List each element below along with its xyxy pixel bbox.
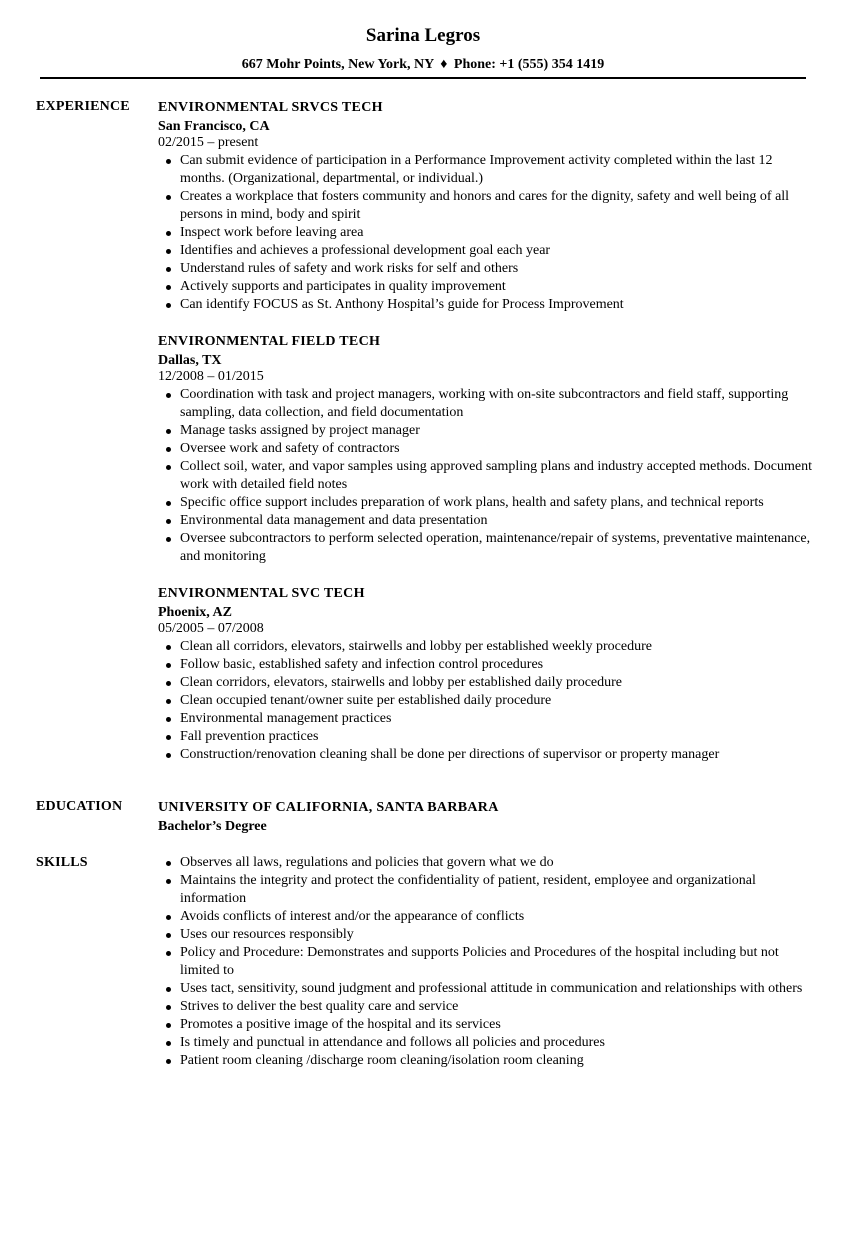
job-dates: 12/2008 – 01/2015 — [158, 369, 264, 384]
job-entry — [158, 584, 814, 764]
list-item: Inspect work before leaving area — [158, 224, 814, 242]
list-item: Clean occupied tenant/owner suite per established daily procedure — [158, 692, 814, 710]
section-heading-experience: EXPERIENCE — [36, 99, 130, 114]
job-bullets — [158, 386, 814, 566]
list-item: Oversee work and safety of contractors — [158, 440, 814, 458]
list-item: Policy and Procedure: Demonstrates and supports Policies and Procedures of the hospital including but not limited to — [158, 944, 814, 980]
header-divider — [40, 77, 806, 79]
list-item: Clean all corridors, elevators, stairwells and lobby per established weekly procedure — [158, 638, 814, 656]
job-title: ENVIRONMENTAL SVC TECH — [158, 586, 365, 601]
list-item: Patient room cleaning /discharge room cleaning/isolation room cleaning — [158, 1052, 814, 1070]
list-item: Oversee subcontractors to perform selected operation, maintenance/repair of systems, preventative maintenance, and monitoring — [158, 530, 814, 566]
section-heading-education: EDUCATION — [36, 799, 123, 814]
list-item: Can identify FOCUS as St. Anthony Hospital’s guide for Process Improvement — [158, 296, 814, 314]
list-item: Specific office support includes preparation of work plans, health and safety plans, and technical reports — [158, 494, 814, 512]
list-item: Uses our resources responsibly — [158, 926, 814, 944]
diamond-separator-icon: ♦ — [440, 57, 448, 72]
job-bullets — [158, 152, 814, 314]
list-item: Identifies and achieves a professional development goal each year — [158, 242, 814, 260]
job-bullets — [158, 638, 814, 764]
list-item: Understand rules of safety and work risks for self and others — [158, 260, 814, 278]
job-title: ENVIRONMENTAL SRVCS TECH — [158, 100, 383, 115]
list-item: Avoids conflicts of interest and/or the appearance of conflicts — [158, 908, 814, 926]
list-item: Can submit evidence of participation in a Performance Improvement activity completed within the last 12 months. (Organizational, departmental, or individual.) — [158, 152, 814, 188]
job-dates: 05/2005 – 07/2008 — [158, 621, 264, 636]
list-item: Uses tact, sensitivity, sound judgment and professional attitude in communication and relationships with others — [158, 980, 814, 998]
list-item: Clean corridors, elevators, stairwells and lobby per established daily procedure — [158, 674, 814, 692]
job-location: Phoenix, AZ — [158, 605, 232, 620]
list-item: Environmental data management and data presentation — [158, 512, 814, 530]
job-title: ENVIRONMENTAL FIELD TECH — [158, 334, 381, 349]
list-item: Collect soil, water, and vapor samples using approved sampling plans and industry accepted methods. Document work with detailed field notes — [158, 458, 814, 494]
job-entry — [158, 332, 814, 566]
list-item: Manage tasks assigned by project manager — [158, 422, 814, 440]
experience-body — [158, 98, 814, 782]
job-location: San Francisco, CA — [158, 119, 270, 134]
list-item: Follow basic, established safety and infection control procedures — [158, 656, 814, 674]
resume-header — [40, 24, 806, 74]
job-location: Dallas, TX — [158, 353, 222, 368]
phone: Phone: +1 (555) 354 1419 — [453, 57, 605, 72]
job-dates: 02/2015 – present — [158, 135, 259, 150]
school-name: UNIVERSITY OF CALIFORNIA, SANTA BARBARA — [158, 800, 499, 815]
section-heading-skills: SKILLS — [36, 855, 88, 870]
degree: Bachelor’s Degree — [158, 819, 267, 834]
job-entry — [158, 98, 814, 314]
list-item: Construction/renovation cleaning shall be done per directions of supervisor or property manager — [158, 746, 814, 764]
list-item: Is timely and punctual in attendance and follows all policies and procedures — [158, 1034, 814, 1052]
list-item: Actively supports and participates in quality improvement — [158, 278, 814, 296]
list-item: Fall prevention practices — [158, 728, 814, 746]
education-body — [158, 798, 814, 835]
list-item: Coordination with task and project managers, working with on-site subcontractors and field staff, supporting sampling, data collection, and field documentation — [158, 386, 814, 422]
skills-bullets — [158, 854, 814, 1070]
list-item: Observes all laws, regulations and policies that govern what we do — [158, 854, 814, 872]
list-item: Environmental management practices — [158, 710, 814, 728]
list-item: Strives to deliver the best quality care and service — [158, 998, 814, 1016]
address: 667 Mohr Points, New York, NY — [241, 57, 434, 72]
skills-body — [158, 854, 814, 1070]
candidate-name: Sarina Legros — [365, 25, 481, 46]
list-item: Maintains the integrity and protect the confidentiality of patient, resident, employee and organizational information — [158, 872, 814, 908]
list-item: Promotes a positive image of the hospital and its services — [158, 1016, 814, 1034]
contact-line — [40, 56, 806, 74]
list-item: Creates a workplace that fosters community and honors and cares for the dignity, safety and well being of all persons in mind, body and spirit — [158, 188, 814, 224]
